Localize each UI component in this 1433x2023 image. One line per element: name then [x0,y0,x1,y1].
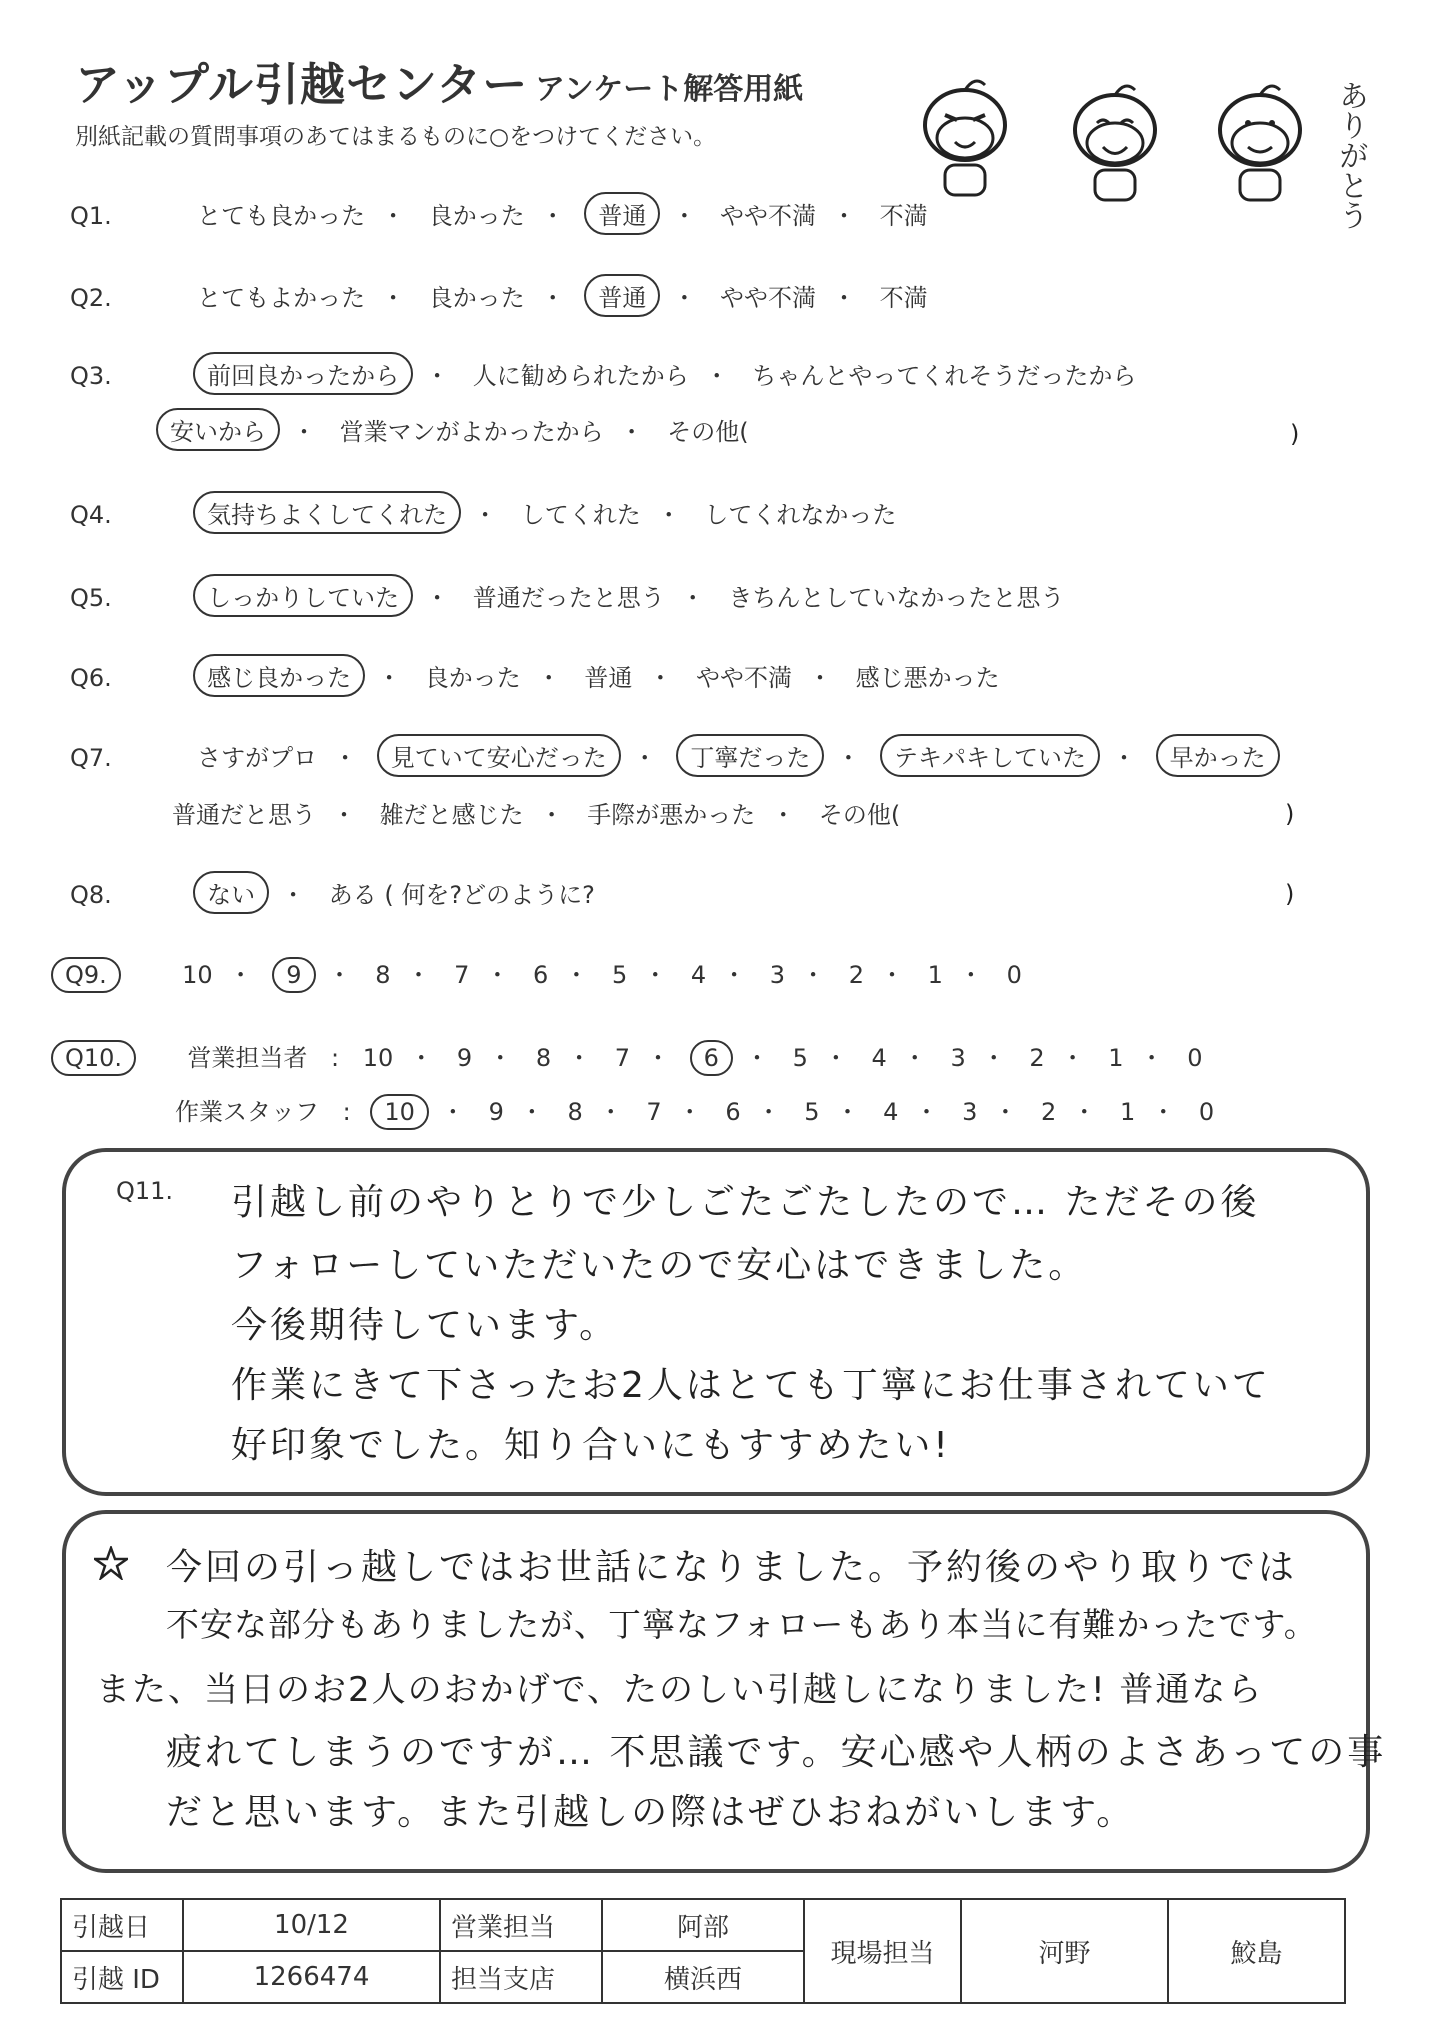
option-selected[interactable]: 安いから [156,408,280,451]
sales-label: 営業担当 [440,1899,602,1951]
option[interactable]: 普通 [584,664,633,692]
option-selected[interactable]: 丁寧だった [676,734,824,777]
instruction-text: 別紙記載の質問事項のあてはまるものに○をつけてください。 [75,124,717,150]
question-q1: Q1. とても良かった ・ 良かった ・ 普通 ・ やや不満 ・ 不満 [70,196,928,231]
question-q3: Q3. 前回良かったから ・ 人に勧められたから ・ ちゃんとやってくれそうだったから [70,356,1136,391]
monkey-mascot-icon [1200,75,1320,205]
move-date-label: 引越日 [61,1899,183,1951]
option-selected[interactable]: テキパキしていた [880,734,1100,777]
question-q7: Q7. さすがプロ ・ 見ていて安心だった ・ 丁寧だった ・ テキパキしていた ・ 早かった [70,738,1276,773]
question-number: Q7. [70,744,112,772]
monkey-mascot-icon [1055,75,1175,205]
scale-value[interactable]: 0 [1198,1098,1215,1126]
question-q3-line2: 安いから ・ 営業マンがよかったから ・ その他( [160,412,749,447]
scale-value[interactable]: 3 [769,961,786,989]
sales-label: 営業担当者 [187,1044,308,1072]
option[interactable]: 雑だと感じた [379,801,524,829]
option[interactable]: 良かった [424,664,521,692]
option[interactable]: ある ( 何を?どのように? [328,881,595,909]
scale-value[interactable]: 9 [456,1044,473,1072]
comment-box-free[interactable] [62,1510,1387,1873]
scale-value[interactable]: 6 [533,961,549,989]
scale-value[interactable]: 4 [883,1098,899,1126]
comment-line: 不安な部分もありましたが、丁寧なフォローもあり本当に有難かったです。 [166,1605,1318,1644]
option-selected[interactable]: 前回良かったから [193,352,413,395]
sales-value[interactable]: 阿部 [602,1899,804,1951]
question-q8: Q8. ない ・ ある ( 何を?どのように? [70,875,595,910]
site-label: 現場担当 [804,1899,961,2003]
monkey-mascot-icon [905,70,1025,200]
option-selected[interactable]: ない [193,871,269,914]
option-selected[interactable]: しっかりしていた [193,574,413,617]
comment-line: 引越し前のやりとりで少しごたごたしたので… ただその後 [231,1182,1260,1223]
option[interactable]: 不満 [879,202,928,230]
scale-value[interactable]: 0 [1006,961,1022,989]
question-q4: Q4. 気持ちよくしてくれた ・ してくれた ・ してくれなかった [70,495,896,530]
question-number: Q4. [70,501,112,529]
question-q9: Q9. 10 ・ 9 ・ 8 ・ 7 ・ 6 ・ 5 ・ 4 ・ 3 ・ 2 ・ 1 ・ 0 [55,955,1022,990]
comment-line: だと思います。また引越しの際はぜひおねがいします。 [166,1792,1136,1833]
option[interactable]: さすがプロ [197,744,318,772]
option-other[interactable]: その他( [667,418,749,446]
scale-value-selected[interactable]: 6 [690,1040,733,1076]
option[interactable]: やや不満 [720,284,816,312]
question-number: Q6. [70,664,112,692]
scale-value[interactable]: 1 [1108,1044,1124,1072]
option-selected[interactable]: 普通 [584,192,660,235]
form-subtitle: アンケート解答用紙 [535,72,804,107]
option[interactable]: やや不満 [696,664,792,692]
option[interactable]: してくれなかった [704,501,897,529]
option-selected[interactable]: 感じ良かった [193,654,365,697]
scale-value[interactable]: 7 [614,1044,631,1072]
option-selected[interactable]: 気持ちよくしてくれた [193,491,461,534]
question-number: Q5. [70,584,112,612]
option-other[interactable]: その他( [818,801,901,829]
question-q7-line2: 普通だと思う ・ 雑だと感じた ・ 手際が悪かった ・ その他( [172,795,900,830]
question-number: Q10. [51,1040,136,1076]
option[interactable]: 感じ悪かった [855,664,1000,692]
option[interactable]: 手際が悪かった [587,801,756,829]
option[interactable]: 普通だと思う [172,801,316,829]
scale-value[interactable]: 7 [454,961,470,989]
star-icon [94,1546,128,1580]
scale-value[interactable]: 9 [488,1098,504,1126]
option[interactable]: とてもよかった [197,284,366,312]
scale-value[interactable]: 2 [1041,1098,1057,1126]
option-selected[interactable]: 見ていて安心だった [377,734,621,777]
site-value-1[interactable]: 河野 [961,1899,1168,2003]
question-q5: Q5. しっかりしていた ・ 普通だったと思う ・ きちんとしていなかったと思う [70,578,1064,613]
question-number: Q1. [70,202,112,230]
footer-table [60,1898,1346,2004]
comment-box-q11[interactable] [62,1148,1370,1496]
scale-value[interactable]: 7 [646,1098,662,1126]
branch-label: 担当支店 [440,1951,602,2003]
scale-value[interactable]: 5 [804,1098,820,1126]
question-q10-staff: 作業スタッフ : 10 ・ 9 ・ 8 ・ 7 ・ 6 ・ 5 ・ 4 ・ 3 ・ 2 ・ 1 ・ 0 [175,1092,1214,1127]
scale-value[interactable]: 4 [871,1044,887,1072]
question-number: Q9. [51,957,121,993]
question-q10-sales: Q10. 営業担当者 : 10 ・ 9 ・ 8 ・ 7 ・ 6 ・ 5 ・ 4 ・ 3 ・ 2 ・ 1 ・ 0 [55,1038,1202,1073]
scale-value-selected[interactable]: 10 [370,1094,429,1130]
scale-value[interactable]: 2 [848,961,864,989]
scale-value[interactable]: 8 [535,1044,552,1072]
staff-label: 作業スタッフ [175,1098,319,1126]
move-date-value[interactable]: 10/12 [183,1899,440,1951]
option-selected[interactable]: 普通 [584,274,660,317]
branch-value[interactable]: 横浜西 [602,1951,804,2003]
option[interactable]: やや不満 [720,202,816,230]
question-q2: Q2. とてもよかった ・ 良かった ・ 普通 ・ やや不満 ・ 不満 [70,278,928,313]
question-number: Q8. [70,881,112,909]
option[interactable]: 良かった [428,202,525,230]
option[interactable]: きちんとしていなかったと思う [728,584,1065,612]
scale-value[interactable]: 1 [1119,1098,1136,1126]
scale-value[interactable]: 2 [1029,1044,1045,1072]
scale-value[interactable]: 5 [792,1044,808,1072]
option[interactable]: とても良かった [197,202,366,230]
scale-value-selected[interactable]: 9 [272,957,315,993]
scale-value[interactable]: 6 [725,1098,741,1126]
close-paren: ) [1285,880,1295,908]
option[interactable]: 人に勧められたから [472,362,689,390]
option[interactable]: してくれた [520,501,641,529]
option[interactable]: 良かった [428,284,525,312]
scale-value[interactable]: 4 [690,961,707,989]
scale-value[interactable]: 1 [927,961,943,989]
comment-line: 今後期待しています。 [231,1305,619,1346]
option[interactable]: 普通だったと思う [472,584,665,612]
scale-value[interactable]: 10 [362,1044,394,1072]
comment-line: 疲れてしまうのですが… 不思議です。安心感や人柄のよさあっての事 [166,1732,1387,1773]
close-paren: ) [1290,420,1300,448]
move-id-label: 引越 ID [61,1951,183,2003]
comment-line: 好印象でした。知り合いにもすすめたい! [231,1425,951,1466]
scale-value[interactable]: 5 [611,961,628,989]
question-q6: Q6. 感じ良かった ・ 良かった ・ 普通 ・ やや不満 ・ 感じ悪かった [70,658,1000,693]
question-number: Q3. [70,362,112,390]
scale-value[interactable]: 8 [567,1098,583,1126]
option[interactable]: 営業マンがよかったから [339,418,604,446]
scale-value[interactable]: 8 [375,961,391,989]
close-paren: ) [1285,800,1295,828]
move-id-value[interactable]: 1266474 [183,1951,440,2003]
option-selected[interactable]: 早かった [1156,734,1280,777]
question-number: Q2. [70,284,112,312]
scale-value[interactable]: 0 [1187,1044,1203,1072]
scale-value[interactable]: 10 [182,961,213,989]
thanks-text: ありがとう [1333,80,1368,230]
site-value-2[interactable]: 鮫島 [1168,1899,1345,2003]
scale-value[interactable]: 3 [962,1098,978,1126]
scale-value[interactable]: 3 [950,1044,966,1072]
comment-line: 今回の引っ越しではお世話になりました。予約後のやり取りでは [166,1547,1298,1588]
comment-line: また、当日のお2人のおかげで、たのしい引越しになりました! 普通なら [96,1670,1264,1710]
comment-line: フォローしていただいたので安心はできました。 [231,1245,1088,1286]
option[interactable]: 不満 [879,284,928,312]
comment-line: 作業にきて下さったお2人はとても丁寧にお仕事されていて [231,1365,1271,1406]
option[interactable]: ちゃんとやってくれそうだったから [752,362,1137,390]
brand-title: アップル引越センター [75,58,529,111]
question-number: Q11. [116,1177,174,1205]
